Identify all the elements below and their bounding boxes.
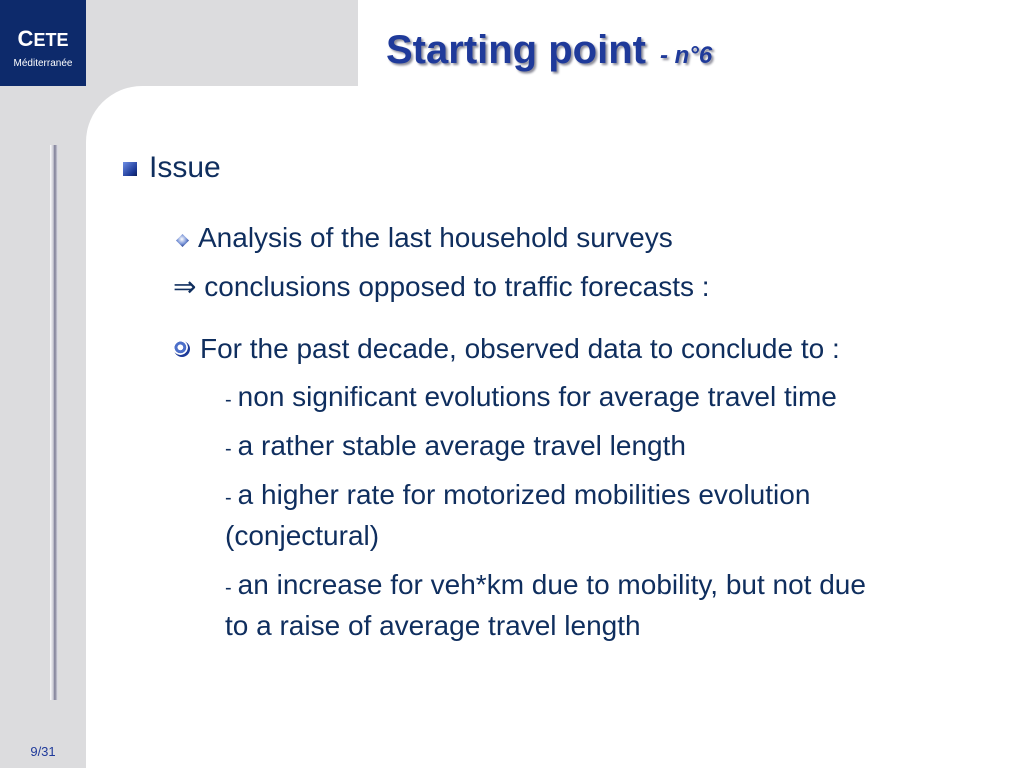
conclusions-line (173, 270, 710, 303)
square-bullet-icon (123, 162, 137, 176)
issue-heading: Issue (149, 151, 221, 184)
spiral-bullet-icon (174, 341, 190, 357)
slide-title-main: Starting point (386, 28, 646, 72)
slide-title-number: - n°6 (659, 42, 713, 69)
point-travel-time: - non significant evolutions for average travel time (225, 381, 837, 412)
implies-arrow-icon: ⇒ (173, 271, 197, 302)
page-number: 9/31 (30, 744, 56, 759)
slide-title (386, 28, 712, 73)
dash-marker: - (225, 438, 232, 460)
point-motorized-rate: - a higher rate for motorized mobilities evolution (225, 479, 811, 510)
cete-logo (0, 0, 86, 86)
point-veh-km-cont: to a raise of average travel length (225, 610, 641, 641)
content-area (86, 86, 1024, 768)
diamond-bullet-icon (176, 234, 189, 247)
analysis-text: Analysis of the last household surveys (198, 222, 673, 253)
left-sidebar-band (0, 0, 86, 768)
point-veh-km: - an increase for veh*km due to mobility, but not due (225, 569, 866, 600)
dash-marker: - (225, 389, 232, 411)
observed-text: For the past decade, observed data to conclude to : (200, 333, 840, 364)
conclusions-text: conclusions opposed to traffic forecasts : (204, 271, 710, 302)
dash-marker: - (225, 487, 232, 509)
point-motorized-rate-cont: (conjectural) (225, 520, 380, 551)
vertical-decorative-bar (50, 145, 58, 700)
dash-marker: - (225, 577, 232, 599)
logo-subtitle: Méditerranée (13, 58, 73, 69)
logo-name: CETE (17, 26, 69, 51)
point-travel-length: - a rather stable average travel length (225, 430, 686, 461)
